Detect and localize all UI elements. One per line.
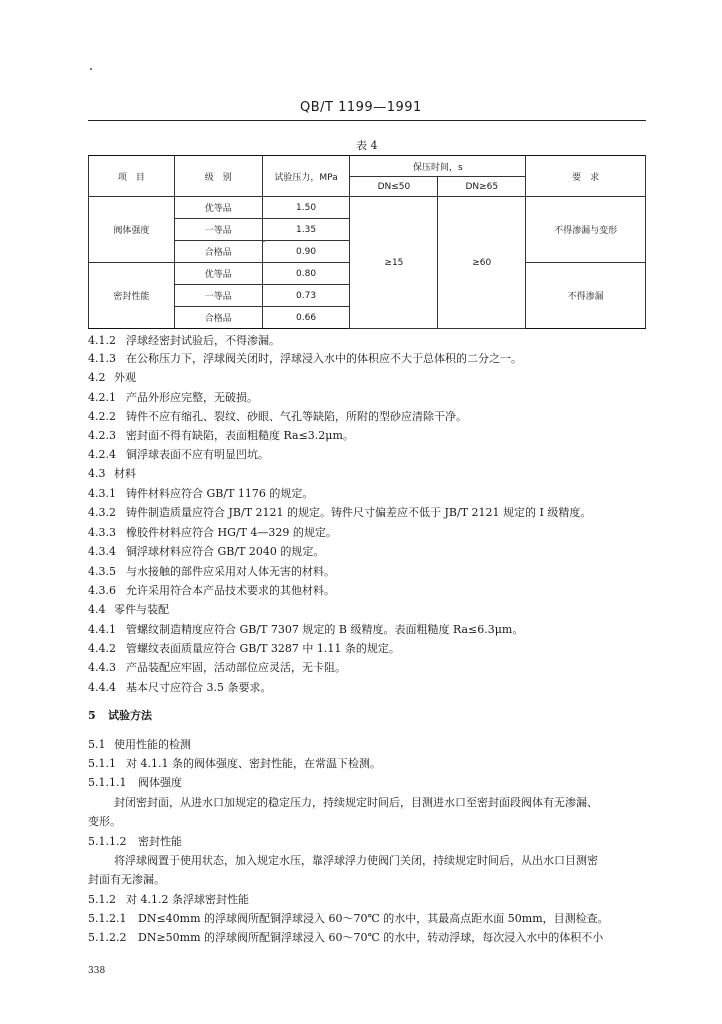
clause-line: 4.2.2 铸件不应有缩孔、裂纹、砂眼、气孔等缺陷，所附的型砂应清除干净。 bbox=[88, 410, 467, 423]
table-cell-pressure: 1.35 bbox=[262, 219, 350, 241]
clause-line: 4.1.3 在公称压力下，浮球阀关闭时，浮球浸入水中的体积应不大于总体积的二分之一。 bbox=[88, 352, 522, 365]
scan-speck bbox=[263, 240, 265, 242]
clause-line: 5.1.2.1 DN≤40mm 的浮球阀所配铜浮球浸入 60～70℃ 的水中，其最高点距水面 50mm，目测检查。 bbox=[88, 912, 609, 925]
col-hold-b-header: DN≥65 bbox=[438, 177, 526, 197]
paragraph-line: 变形。 bbox=[88, 815, 121, 828]
header-rule bbox=[88, 120, 646, 121]
row-item-strength: 阀体强度 bbox=[89, 197, 175, 263]
clause-line: 4.3.4 铜浮球材料应符合 GB/T 2040 的规定。 bbox=[88, 545, 325, 558]
paragraph-line: 将浮球阀置于使用状态，加入规定水压，靠浮球浮力使阀门关闭，持续规定时间后，从出水口目测密 bbox=[114, 854, 598, 867]
table-cell-grade: 一等品 bbox=[174, 285, 262, 307]
table-title: 表 4 bbox=[356, 139, 378, 152]
table-cell-pressure: 1.50 bbox=[262, 197, 350, 219]
paragraph-line: 封面有无渗漏。 bbox=[88, 873, 165, 886]
page-number: 338 bbox=[88, 966, 106, 976]
page-header: QB/T 1199—1991 bbox=[300, 100, 422, 115]
hold-b-value: ≥60 bbox=[438, 197, 526, 329]
clause-line: 4.2.3 密封面不得有缺陷，表面粗糙度 Ra≤3.2μm。 bbox=[88, 429, 354, 442]
spec-table bbox=[88, 155, 646, 329]
clause-line: 4.2.4 铜浮球表面不应有明显凹坑。 bbox=[88, 448, 269, 461]
col-req-header: 要 求 bbox=[526, 156, 646, 197]
table-cell-grade: 优等品 bbox=[174, 263, 262, 285]
clause-line: 4.3.1 铸件材料应符合 GB/T 1176 的规定。 bbox=[88, 487, 314, 500]
paragraph-line: 封闭密封面，从进水口加规定的稳定压力，持续规定时间后，目测进水口至密封面段阀体有无渗漏、 bbox=[114, 796, 598, 809]
clause-line: 4.4.3 产品装配应牢固，活动部位应灵活，无卡阻。 bbox=[88, 661, 346, 674]
clause-line: 4.4.4 基本尺寸应符合 3.5 条要求。 bbox=[88, 681, 272, 694]
clause-line: 5.1.2 对 4.1.2 条浮球密封性能 bbox=[88, 893, 249, 906]
section-heading: 4.3 材料 bbox=[88, 467, 136, 480]
scan-speck bbox=[90, 68, 92, 70]
col-pressure-header: 试验压力，MPa bbox=[262, 156, 350, 197]
clause-line: 4.4.1 管螺纹制造精度应符合 GB/T 7307 规定的 B 级精度。表面粗糙度 Ra≤6.3μm。 bbox=[88, 623, 524, 636]
table-cell-grade: 优等品 bbox=[174, 197, 262, 219]
req-seal: 不得渗漏 bbox=[526, 263, 646, 329]
clause-line: 5.1.1 对 4.1.1 条的阀体强度、密封性能，在常温下检测。 bbox=[88, 757, 381, 770]
clause-line: 5.1.2.2 DN≥50mm 的浮球阀所配铜浮球浸入 60～70℃ 的水中，转动浮球，每次浸入水中的体积不小 bbox=[88, 931, 604, 944]
table-cell-pressure: 0.73 bbox=[262, 285, 350, 307]
clause-line: 5.1.1.1 阀体强度 bbox=[88, 776, 182, 789]
clause-line: 4.3.5 与水接触的部件应采用对人体无害的材料。 bbox=[88, 565, 335, 578]
table-cell-pressure: 0.66 bbox=[262, 307, 350, 329]
clause-line: 4.3.6 允许采用符合本产品技术要求的其他材料。 bbox=[88, 584, 335, 597]
table-cell-pressure: 0.80 bbox=[262, 263, 350, 285]
hold-a-value: ≥15 bbox=[350, 197, 438, 329]
col-grade-header: 级 别 bbox=[174, 156, 262, 197]
table-cell-grade: 合格品 bbox=[174, 241, 262, 263]
table-cell-grade: 合格品 bbox=[174, 307, 262, 329]
section-heading: 4.2 外观 bbox=[88, 371, 136, 384]
chapter-heading: 5 试验方法 bbox=[88, 709, 152, 722]
clause-line: 4.4.2 管螺纹表面质量应符合 GB/T 3287 中 1.11 条的规定。 bbox=[88, 642, 400, 655]
section-heading: 5.1 使用性能的检测 bbox=[88, 738, 191, 751]
col-hold-a-header: DN≤50 bbox=[350, 177, 438, 197]
section-heading: 4.4 零件与装配 bbox=[88, 603, 169, 616]
table-cell-pressure: 0.90 bbox=[262, 241, 350, 263]
clause-line: 4.3.2 铸件制造质量应符合 JB/T 2121 的规定。铸件尺寸偏差应不低于 JB/T 2121 规定的 I 级精度。 bbox=[88, 506, 592, 519]
table-cell-grade: 一等品 bbox=[174, 219, 262, 241]
clause-line: 5.1.1.2 密封性能 bbox=[88, 835, 182, 848]
clause-line: 4.2.1 产品外形应完整，无破损。 bbox=[88, 391, 258, 404]
col-item-header: 项 目 bbox=[89, 156, 175, 197]
clause-line: 4.3.3 橡胶件材料应符合 HG/T 4—329 的规定。 bbox=[88, 526, 337, 539]
clause-line: 4.1.2 浮球经密封试验后，不得渗漏。 bbox=[88, 334, 280, 347]
row-item-seal: 密封性能 bbox=[89, 263, 175, 329]
col-hold-header: 保压时间，s bbox=[350, 156, 526, 177]
req-strength: 不得渗漏与变形 bbox=[526, 197, 646, 263]
